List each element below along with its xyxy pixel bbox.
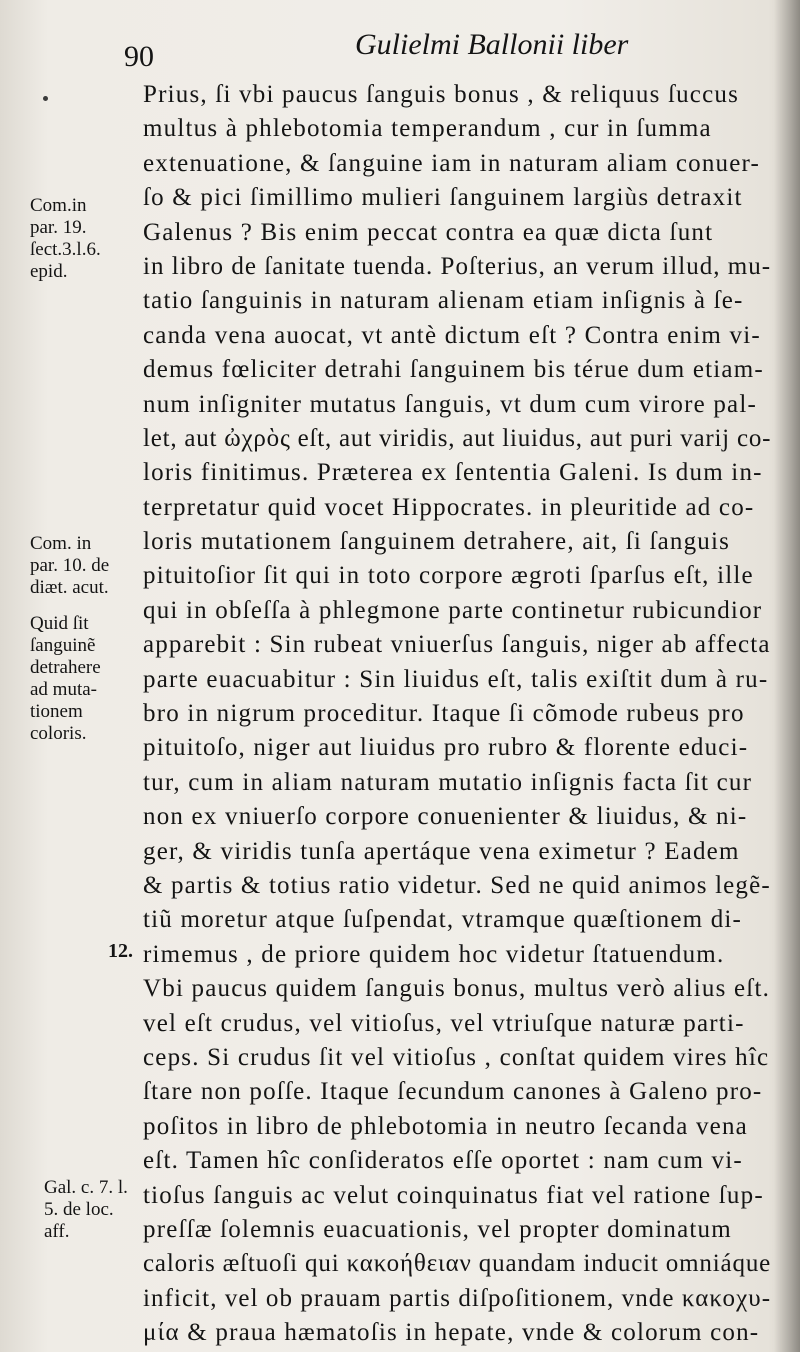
text-line: parte euacuabitur : Sin liuidus eſt, talis exiſtit dum à ru- bbox=[143, 665, 769, 693]
text-line: Prius, ſi vbi paucus ſanguis bonus , & reliquus ſuccus bbox=[143, 81, 740, 108]
text-line: canda vena auocat, vt antè dictum eſt ? Contra enim vi- bbox=[143, 321, 761, 349]
margin-note-line: coloris. bbox=[30, 723, 87, 744]
ink-dot bbox=[43, 96, 48, 101]
text-line: Vbi paucus quidem ſanguis bonus, multus verò alius eſt. bbox=[143, 975, 771, 1003]
text-line: loris mutationem ſanguinem detrahere, ait, ſi ſanguis bbox=[143, 528, 731, 556]
text-line: let, aut ὠχρὸς eſt, aut viridis, aut liuidus, aut puri varij co- bbox=[143, 424, 772, 452]
text-line: & partis & totius ratio videtur. Sed ne quid animos legẽ- bbox=[143, 871, 771, 899]
text-line: qui in obſeſſa à phlegmone parte continetur rubicundior bbox=[143, 596, 763, 624]
margin-note-line: ad muta- bbox=[30, 679, 98, 700]
text-line: in libro de ſanitate tuenda. Poſterius, an verum illud, mu- bbox=[143, 252, 772, 280]
running-head: Gulielmi Ballonii liber bbox=[355, 28, 629, 61]
text-line: vel eſt crudus, vel vitioſus, vel vtriuſque naturæ parti- bbox=[143, 1009, 745, 1037]
margin-note-quid-sit bbox=[30, 613, 101, 745]
section-number: 12. bbox=[108, 940, 133, 962]
margin-note-line: ſect.3.l.6. bbox=[30, 239, 101, 260]
text-line: loris finitimus. Præterea ex ſententia Galeni. Is dum in- bbox=[143, 459, 763, 487]
text-line: pituitoſo, niger aut liuidus pro rubro & florente educi- bbox=[143, 734, 749, 762]
margin-note-line: Quid ſit bbox=[30, 613, 89, 634]
margin-note-line: aff. bbox=[44, 1221, 70, 1242]
text-line: Galenus ? Bis enim peccat contra ea quæ dicta ſunt bbox=[143, 218, 714, 246]
margin-note-line: Gal. c. 7. l. bbox=[44, 1177, 128, 1198]
text-line: μία & praua hæmatoſis in hepate, vnde & colorum con- bbox=[143, 1319, 760, 1347]
text-line: ſo & pici ſimillimo mulieri ſanguinem largiùs detraxit bbox=[143, 184, 743, 212]
page-number: 90 bbox=[124, 40, 154, 73]
text-line: inficit, vel ob prauam partis diſpoſitionem, vnde κακοχυ- bbox=[143, 1284, 772, 1312]
text-line: tur, cum in aliam naturam mutatio inſignis facta ſit cur bbox=[143, 768, 753, 796]
margin-note-com-in-par-10 bbox=[30, 533, 109, 599]
margin-note-line: detrahere bbox=[30, 657, 101, 678]
margin-note-line: 5. de loc. bbox=[44, 1199, 114, 1220]
text-line: preſſæ ſolemnis euacuationis, vel propter dominatum bbox=[143, 1215, 732, 1243]
text-line: bro in nigrum proceditur. Itaque ſi cõmode rubeus pro bbox=[143, 700, 745, 728]
text-line: demus fœliciter detrahi ſanguinem bis térue dum etiam- bbox=[143, 356, 764, 384]
text-line: apparebit : Sin rubeat vniuerſus ſanguis, niger ab affecta bbox=[143, 631, 771, 659]
text-line: eſt. Tamen hîc conſideratos eſſe oportet : nam cum vi- bbox=[143, 1147, 743, 1175]
margin-note-line: par. 19. bbox=[30, 217, 87, 238]
text-line: non ex vniuerſo corpore conuenienter & liuidus, & ni- bbox=[143, 803, 748, 831]
text-line: num inſigniter mutatus ſanguis, vt dum cum virore pal- bbox=[143, 390, 758, 418]
text-line: multus à phlebotomia temperandum , cur in ſumma bbox=[143, 115, 712, 143]
text-line: terpretatur quid vocet Hippocrates. in pleuritide ad co- bbox=[143, 493, 755, 521]
text-line: tatio ſanguinis in naturam alienam etiam inſignis à ſe- bbox=[143, 287, 744, 315]
margin-note-gal-c7 bbox=[44, 1177, 128, 1243]
margin-note-line: Com.in bbox=[30, 195, 87, 216]
text-line: caloris æſtuoſi qui κακοήθειαν quandam inducit omniáque bbox=[143, 1250, 772, 1278]
text-line: pituitoſior ſit qui in toto corpore ægroti ſparſus eſt, ille bbox=[143, 562, 754, 590]
text-line: poſitos in libro de phlebotomia in neutro ſecanda vena bbox=[143, 1112, 748, 1140]
margin-note-line: epid. bbox=[30, 261, 68, 282]
margin-note-line: Com. in bbox=[30, 533, 92, 554]
text-line: ger, & viridis tunſa apertáque vena eximetur ? Eadem bbox=[143, 837, 740, 865]
margin-note-line: tionem bbox=[30, 701, 83, 722]
text-line: tioſus ſanguis ac velut coinquinatus fiat vel ratione ſup- bbox=[143, 1181, 764, 1209]
margin-note-line: par. 10. de bbox=[30, 555, 110, 576]
margin-note-com-in-par-19 bbox=[30, 195, 101, 283]
margin-note-line: diæt. acut. bbox=[30, 577, 109, 598]
margin-note-line: ſanguinẽ bbox=[30, 635, 96, 656]
text-line: ceps. Si crudus ſit vel vitioſus , conſtat quidem vires hîc bbox=[143, 1043, 770, 1071]
page-edge-shadow bbox=[774, 0, 800, 1352]
text-line: tiũ moretur atque ſuſpendat, vtramque quæſtionem di- bbox=[143, 906, 743, 934]
text-line: ſtare non poſſe. Itaque ſecundum canones à Galeno pro- bbox=[143, 1078, 763, 1106]
text-line: rimemus , de priore quidem hoc videtur ſtatuendum. bbox=[143, 940, 725, 968]
text-line: extenuatione, & ſanguine iam in naturam aliam conuer- bbox=[143, 149, 761, 177]
main-text-block bbox=[143, 78, 773, 1350]
